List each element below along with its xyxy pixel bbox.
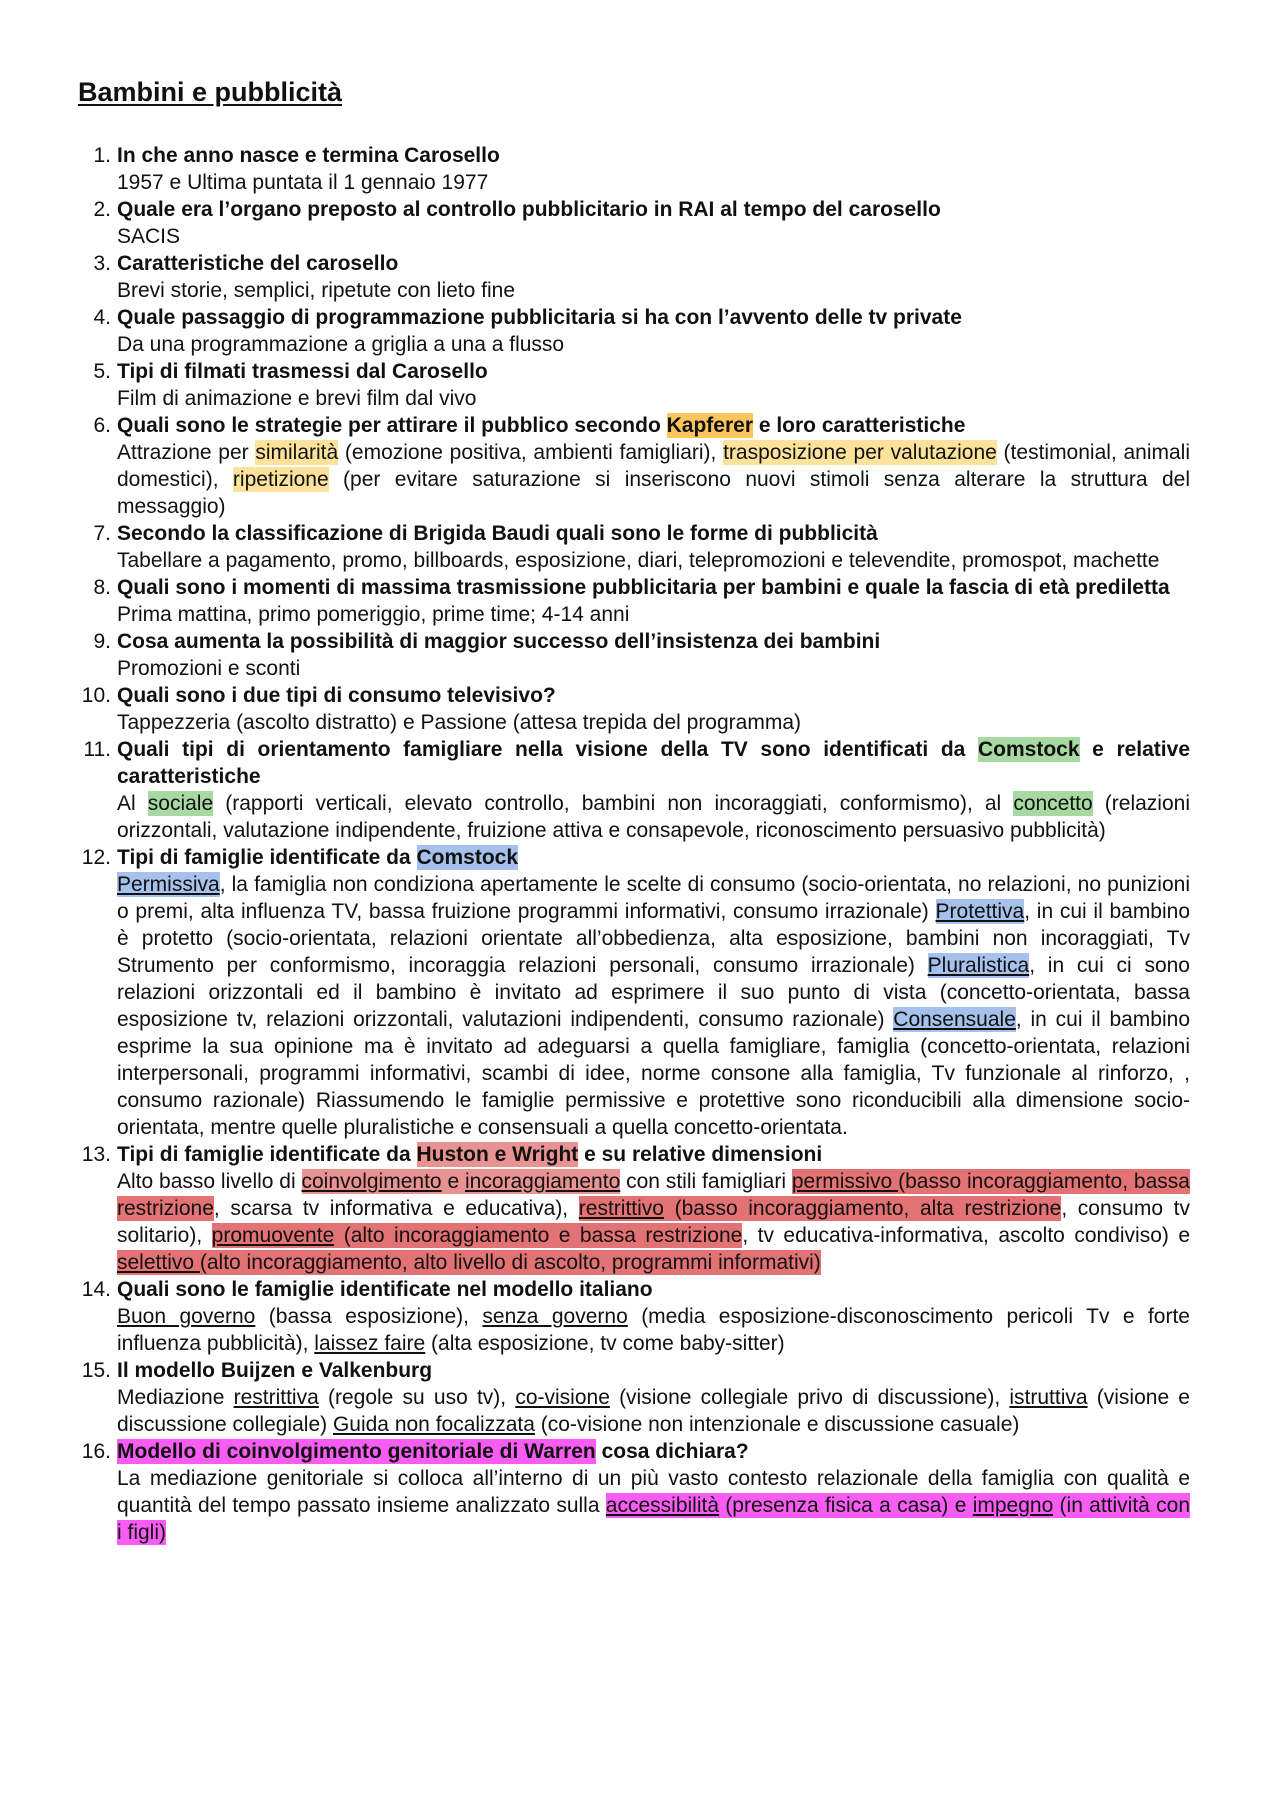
item-body	[117, 736, 1190, 844]
text-run: e su relative dimensioni	[578, 1143, 823, 1166]
text-run: Prima mattina, primo pomeriggio, prime time; 4-14 anni	[117, 603, 630, 626]
highlighted-text: similarità	[255, 441, 339, 464]
answer-text	[117, 439, 1190, 520]
highlighted-text: Pluralistica	[927, 954, 1030, 977]
answer-text	[117, 1168, 1190, 1276]
text-run: Tabellare a pagamento, promo, billboards, esposizione, diari, telepromozioni e televendite, promospot, machette	[117, 549, 1160, 572]
text-run: restrittiva	[233, 1386, 319, 1409]
item-body	[117, 628, 1190, 682]
item-number: 5.	[93, 360, 111, 383]
highlighted-text: Comstock	[977, 738, 1080, 761]
list-item	[78, 250, 1190, 304]
item-number: 2.	[93, 198, 111, 221]
highlighted-text: impegno	[972, 1494, 1054, 1517]
question-text	[117, 1357, 1190, 1384]
text-run: (alta esposizione, tv come baby-sitter)	[425, 1332, 785, 1355]
highlighted-text: selettivo	[117, 1251, 200, 1274]
text-run: In che anno nasce e termina Carosello	[117, 144, 500, 167]
answer-text	[117, 547, 1190, 574]
highlighted-text: (alto incoraggiamento, alto livello di ascolto, programmi informativi)	[199, 1251, 821, 1274]
item-body	[117, 1357, 1190, 1438]
text-run: Film di animazione e brevi film dal vivo	[117, 387, 477, 410]
highlighted-text: permissivo	[791, 1170, 899, 1193]
item-number: 16.	[81, 1440, 111, 1463]
item-body	[117, 682, 1190, 736]
page-title: Bambini e pubblicità	[78, 77, 343, 107]
question-text	[117, 1276, 1190, 1303]
highlighted-text: Protettiva	[935, 900, 1025, 923]
answer-text	[117, 871, 1190, 1141]
highlighted-text: Permissiva	[117, 873, 220, 896]
text-run: Quale era l’organo preposto al controllo pubblicitario in RAI al tempo del carosello	[117, 198, 941, 221]
highlighted-text: incoraggiamento	[464, 1170, 621, 1193]
highlighted-text: (in attività con i figli)	[117, 1494, 1190, 1544]
item-number: 4.	[93, 306, 111, 329]
item-body	[117, 844, 1190, 1141]
item-number: 10.	[81, 684, 111, 707]
text-run: Tipi di famiglie identificate da	[117, 846, 417, 869]
text-run: Da una programmazione a griglia a una a flusso	[117, 333, 565, 356]
text-run: (visione e discussione collegiale)	[117, 1386, 1190, 1436]
list-item	[78, 304, 1190, 358]
text-run: (bassa esposizione),	[255, 1305, 483, 1328]
item-number: 11.	[83, 738, 111, 761]
item-number: 3.	[93, 252, 111, 275]
item-number: 9.	[93, 630, 111, 653]
text-run: Attrazione per	[117, 441, 256, 464]
text-run: 1957 e Ultima puntata il 1 gennaio 1977	[117, 171, 489, 194]
text-run: con stili famigliari	[620, 1170, 792, 1193]
highlighted-text: Huston e Wright	[416, 1143, 579, 1166]
list-item	[78, 1357, 1190, 1438]
list-item	[78, 736, 1190, 844]
list-item	[78, 412, 1190, 520]
text-run: SACIS	[117, 225, 181, 248]
answer-text	[117, 709, 1190, 736]
item-body	[117, 196, 1190, 250]
item-number: 7.	[93, 522, 111, 545]
text-run: co-visione	[515, 1386, 610, 1409]
text-run: (per evitare saturazione si inseriscono nuovi stimoli senza alterare la struttura del messaggio)	[117, 468, 1191, 518]
answer-text	[117, 1465, 1190, 1546]
list-item	[78, 196, 1190, 250]
question-text	[117, 412, 1190, 439]
text-run: Quali tipi di orientamento famigliare nella visione della TV sono identificati da	[117, 738, 978, 761]
text-run: Quale passaggio di programmazione pubblicitaria si ha con l’avvento delle tv private	[117, 306, 962, 329]
question-text	[117, 574, 1190, 601]
answer-text	[117, 601, 1190, 628]
list-item	[78, 520, 1190, 574]
text-run: , consumo tv solitario),	[117, 1197, 1190, 1247]
text-run: Al	[117, 792, 148, 815]
text-run: (regole su uso tv),	[318, 1386, 516, 1409]
highlighted-text: sociale	[147, 792, 214, 815]
highlighted-text: concetto	[1013, 792, 1093, 815]
answer-text	[117, 169, 1190, 196]
item-number: 13.	[81, 1143, 111, 1166]
text-run: senza governo	[482, 1305, 628, 1328]
question-text	[117, 736, 1190, 790]
answer-text	[117, 1303, 1190, 1357]
question-text	[117, 520, 1190, 547]
item-body	[117, 1438, 1190, 1546]
highlighted-text: e	[441, 1170, 465, 1193]
item-number: 1.	[93, 144, 111, 167]
highlighted-text: trasposizione per valutazione	[723, 441, 997, 464]
item-number: 6.	[93, 414, 111, 437]
list-item	[78, 142, 1190, 196]
item-body	[117, 304, 1190, 358]
text-run: (visione collegiale privo di discussione),	[609, 1386, 1010, 1409]
text-run: Cosa aumenta la possibilità di maggior successo dell’insistenza dei bambini	[117, 630, 881, 653]
item-body	[117, 142, 1190, 196]
text-run: cosa dichiara?	[595, 1440, 749, 1463]
answer-text	[117, 655, 1190, 682]
question-text	[117, 682, 1190, 709]
highlighted-text: Kapferer	[666, 414, 753, 437]
highlighted-text: accessibilità	[605, 1494, 720, 1517]
item-number: 15.	[81, 1359, 111, 1382]
text-run: (relazioni orizzontali, valutazione indipendente, fruizione attiva e consapevole, riconoscimento persuasivo pubblicità)	[117, 792, 1190, 842]
text-run: Caratteristiche del carosello	[117, 252, 399, 275]
qa-list	[78, 142, 1190, 1546]
item-body	[117, 1141, 1190, 1276]
answer-text	[117, 331, 1190, 358]
item-body	[117, 520, 1190, 574]
text-run: Tipi di famiglie identificate da	[117, 1143, 417, 1166]
highlighted-text: Modello di coinvolgimento genitoriale di Warren	[117, 1440, 596, 1463]
highlighted-text: restrittivo	[578, 1197, 664, 1220]
text-run: Mediazione	[117, 1386, 234, 1409]
text-run: (co-visione non intenzionale e discussione casuale)	[534, 1413, 1020, 1436]
text-run: , tv educativa-informativa, ascolto condiviso) e	[742, 1224, 1191, 1247]
text-run: , la famiglia non condiziona apertamente le scelte di consumo (socio-orientata, no relazioni, no punizioni o premi, alta influenza TV, bassa fruizione programmi informativi, consumo irrazionale)	[117, 873, 1190, 923]
list-item	[78, 844, 1190, 1141]
answer-text	[117, 790, 1190, 844]
highlighted-text: Comstock	[416, 846, 519, 869]
text-run: , in cui il bambino esprime la sua opinione ma è invitato ad adeguarsi a quella famigliare, famiglia (concetto-orientata, relazioni interpersonali, programmi informativi, scambi di idee, norme consone alla famiglia, Tv funzionale al rinforzo, , consumo razionale) Riassumendo le famiglie permissive e protettive sono riconducibili alla dimensione socio-orientata, mentre quelle pluralistiche e consensuali a quella concetto-orientata.	[117, 1008, 1190, 1139]
highlighted-text: promuovente	[211, 1224, 335, 1247]
highlighted-text: (basso incoraggiamento, bassa restrizione	[117, 1170, 1190, 1220]
list-item	[78, 682, 1190, 736]
text-run: Promozioni e sconti	[117, 657, 301, 680]
text-run: (testimonial, animali domestici),	[117, 441, 1191, 491]
list-item	[78, 358, 1190, 412]
item-number: 12.	[81, 846, 111, 869]
text-run: e relative caratteristiche	[117, 738, 1190, 788]
text-run: (media esposizione-disconoscimento pericoli Tv e forte influenza pubblicità),	[117, 1305, 1190, 1355]
text-run: La mediazione genitoriale si colloca all’interno di un più vasto contesto relazionale della famiglia con qualità e quantità del tempo passato insieme analizzato sulla	[117, 1467, 1190, 1517]
item-body	[117, 574, 1190, 628]
text-run: , scarsa tv informativa e educativa),	[213, 1197, 579, 1220]
list-item	[78, 1438, 1190, 1546]
text-run: e loro caratteristiche	[753, 414, 966, 437]
answer-text	[117, 223, 1190, 250]
highlighted-text: ripetizione	[232, 468, 329, 491]
question-text	[117, 196, 1190, 223]
item-number: 14.	[81, 1278, 111, 1301]
text-run: Guida non focalizzata	[332, 1413, 535, 1436]
text-run: laissez faire	[314, 1332, 426, 1355]
list-item	[78, 574, 1190, 628]
item-body	[117, 1276, 1190, 1357]
answer-text	[117, 1384, 1190, 1438]
highlighted-text: (presenza fisica a casa) e	[719, 1494, 973, 1517]
list-item	[78, 628, 1190, 682]
item-body	[117, 412, 1190, 520]
text-run: Quali sono le strategie per attirare il pubblico secondo	[117, 414, 667, 437]
text-run: Secondo la classificazione di Brigida Baudi quali sono le forme di pubblicità	[117, 522, 878, 545]
question-text	[117, 628, 1190, 655]
question-text	[117, 142, 1190, 169]
text-run: Buon governo	[117, 1305, 256, 1328]
text-run: Tipi di filmati trasmessi dal Carosello	[117, 360, 488, 383]
text-run: istruttiva	[1009, 1386, 1088, 1409]
answer-text	[117, 277, 1190, 304]
question-text	[117, 1438, 1190, 1465]
text-run: Quali sono i momenti di massima trasmissione pubblicitaria per bambini e quale la fascia di età prediletta	[117, 576, 1170, 599]
answer-text	[117, 385, 1190, 412]
highlighted-text: (alto incoraggiamento e bassa restrizione	[334, 1224, 743, 1247]
text-run: (emozione positiva, ambienti famigliari),	[338, 441, 724, 464]
text-run: (rapporti verticali, elevato controllo, bambini non incoraggiati, conformismo), al	[213, 792, 1014, 815]
text-run: Brevi storie, semplici, ripetute con lieto fine	[117, 279, 516, 302]
list-item	[78, 1141, 1190, 1276]
question-text	[117, 250, 1190, 277]
question-text	[117, 358, 1190, 385]
text-run: , in cui ci sono relazioni orizzontali ed il bambino è invitato ad esprimere il suo punto di vista (concetto-orientata, bassa esposizione tv, relazioni orizzontali, valutazioni indipendenti, consumo razionale)	[117, 954, 1190, 1031]
item-number: 8.	[93, 576, 111, 599]
item-body	[117, 250, 1190, 304]
question-text	[117, 304, 1190, 331]
text-run: Alto basso livello di	[117, 1170, 302, 1193]
item-body	[117, 358, 1190, 412]
question-text	[117, 1141, 1190, 1168]
highlighted-text: (basso incoraggiamento, alta restrizione	[663, 1197, 1062, 1220]
list-item	[78, 1276, 1190, 1357]
text-run: Il modello Buijzen e Valkenburg	[117, 1359, 433, 1382]
question-text	[117, 844, 1190, 871]
text-run: , in cui il bambino è protetto (socio-orientata, relazioni orientate all’obbedienza, alta esposizione, bambini non incoraggiati, Tv Strumento per conformismo, incoraggia relazioni personali, consumo irrazionale)	[117, 900, 1191, 977]
text-run: Tappezzeria (ascolto distratto) e Passione (attesa trepida del programma)	[117, 711, 801, 734]
text-run: Quali sono le famiglie identificate nel modello italiano	[117, 1278, 653, 1301]
text-run: Quali sono i due tipi di consumo televisivo?	[117, 684, 556, 707]
highlighted-text: Consensuale	[893, 1008, 1016, 1031]
highlighted-text: coinvolgimento	[301, 1170, 442, 1193]
